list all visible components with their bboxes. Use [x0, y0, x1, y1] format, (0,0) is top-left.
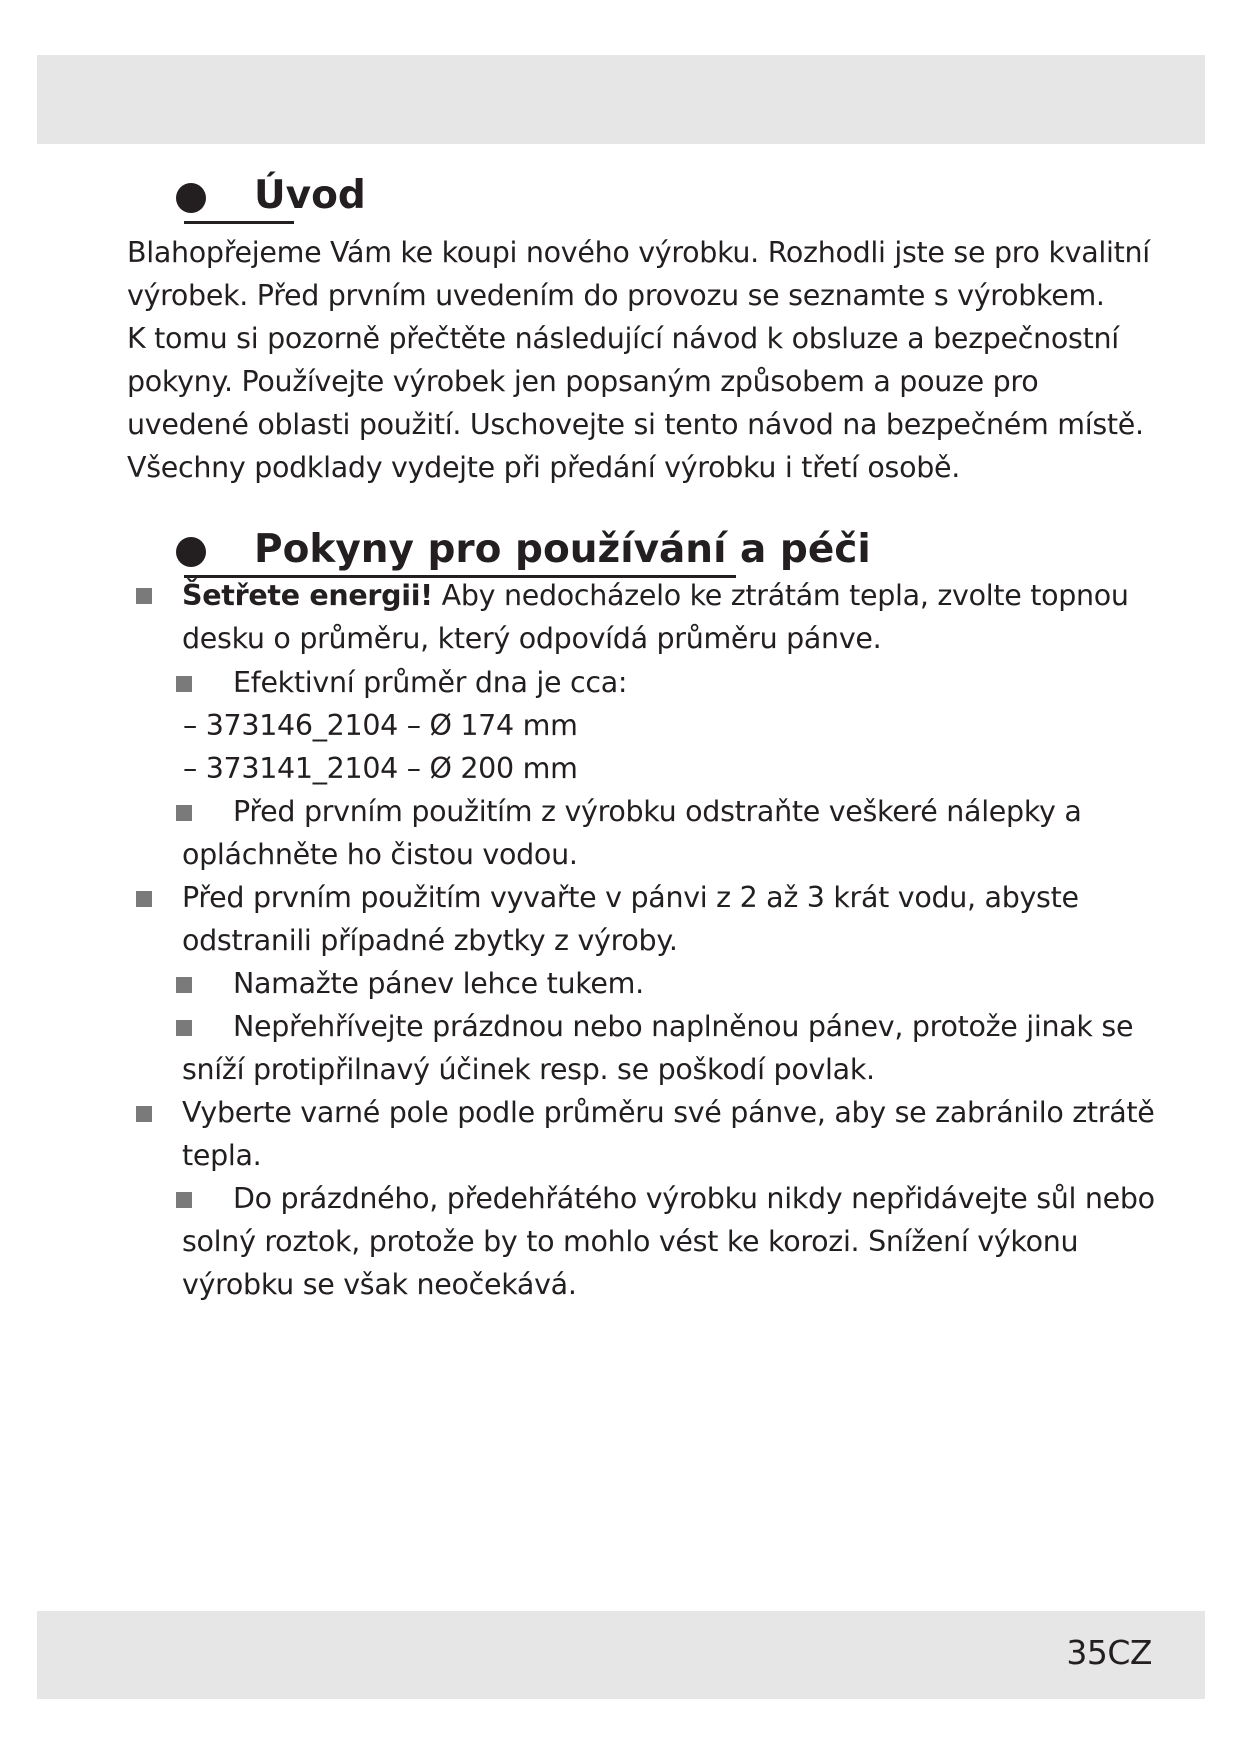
list-item-stickers-cont: opláchněte ho čistou vodou. — [182, 838, 578, 871]
bullet-dot-icon — [176, 183, 206, 213]
list-item-salt: Do prázdného, předehřátého výrobku nikdy nepřidávejte sůl nebo — [233, 1182, 1155, 1215]
square-bullet-icon — [176, 1020, 192, 1036]
footer-band — [37, 1611, 1205, 1699]
intro-line: Všechny podklady vydejte při předání výrobku i třetí osobě. — [127, 451, 961, 484]
square-bullet-icon — [176, 805, 192, 821]
list-item-grease: Namažte pánev lehce tukem. — [233, 967, 644, 1000]
square-bullet-icon — [176, 977, 192, 993]
list-item-boil-cont: odstranili případné zbytky z výroby. — [182, 924, 678, 957]
energy-text: Aby nedocházelo ke ztrátám tepla, zvolte topnou — [432, 579, 1129, 612]
list-item-salt-cont: solný roztok, protože by to mohlo vést ke korozi. Snížení výkonu — [182, 1225, 1079, 1258]
square-bullet-icon — [136, 891, 152, 907]
list-item-energy-cont: desku o průměru, který odpovídá průměru pánve. — [182, 622, 882, 655]
intro-line: uvedené oblasti použití. Uschovejte si tento návod na bezpečném místě. — [127, 408, 1144, 441]
bullet-dot-icon — [176, 537, 206, 567]
list-item-overheat-cont: sníží protipřilnavý účinek resp. se poškodí povlak. — [182, 1053, 875, 1086]
heading-title: Úvod — [254, 173, 366, 218]
square-bullet-icon — [176, 676, 192, 692]
list-item-stickers: Před prvním použitím z výrobku odstraňte veškeré nálepky a — [233, 795, 1082, 828]
intro-line: pokyny. Používejte výrobek jen popsaným způsobem a pouze pro — [127, 365, 1039, 398]
intro-line: Blahopřejeme Vám ke koupi nového výrobku. Rozhodli jste se pro kvalitní — [127, 236, 1150, 269]
square-bullet-icon — [136, 588, 152, 604]
list-item-overheat: Nepřehřívejte prázdnou nebo naplněnou pánev, protože jinak se — [233, 1010, 1134, 1043]
header-band — [37, 55, 1205, 144]
square-bullet-icon — [176, 1192, 192, 1208]
list-item-diameter: Efektivní průměr dna je cca: — [233, 666, 628, 699]
diameter-model-2: – 373141_2104 – Ø 200 mm — [183, 752, 578, 785]
list-item-zone: Vyberte varné pole podle průměru své pánve, aby se zabránilo ztrátě — [182, 1096, 1155, 1129]
list-item-energy — [182, 574, 1129, 617]
page-number: 35CZ — [1066, 1633, 1152, 1672]
list-item-boil: Před prvním použitím vyvařte v pánvi z 2 až 3 krát vodu, abyste — [182, 881, 1079, 914]
square-bullet-icon — [136, 1106, 152, 1122]
intro-line: výrobek. Před prvním uvedením do provozu se seznamte s výrobkem. — [127, 279, 1105, 312]
heading-underline — [184, 221, 294, 224]
list-item-zone-cont: tepla. — [182, 1139, 262, 1172]
intro-line: K tomu si pozorně přečtěte následující návod k obsluze a bezpečnostní — [127, 322, 1119, 355]
list-item-salt-cont: výrobku se však neočekává. — [182, 1268, 577, 1301]
intro-paragraph — [127, 231, 1150, 489]
diameter-model-1: – 373146_2104 – Ø 174 mm — [183, 709, 578, 742]
energy-bold-label: Šetřete energii! — [182, 579, 433, 612]
heading-title: Pokyny pro používání a péči — [254, 527, 871, 572]
